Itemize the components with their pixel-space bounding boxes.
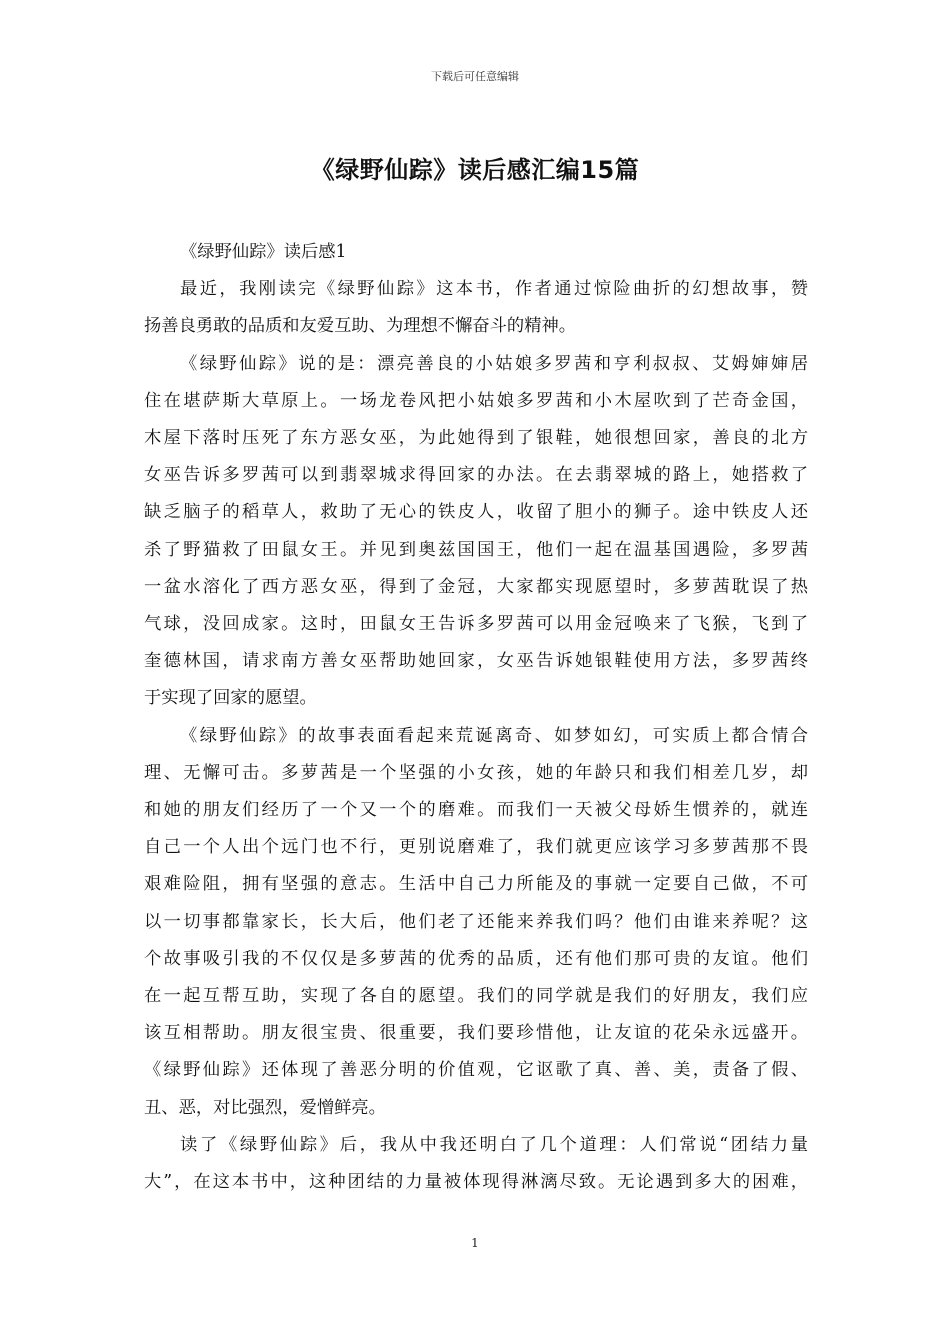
paragraph-line: 杀了野猫救了田鼠女王。并见到奥兹国国王，他们一起在温基国遇险，多罗茜 [144,539,808,560]
paragraph-line: 扬善良勇敢的品质和友爱互助、为理想不懈奋斗的精神。 [144,316,577,337]
paragraph-line: 丑、恶，对比强烈，爱憎鲜亮。 [144,1097,386,1118]
paragraph-line: 艰难险阻，拥有坚强的意志。生活中自己力所能及的事就一定要自己做，不可 [144,874,808,895]
paragraph-line: 《绿野仙踪》说的是：漂亮善良的小姑娘多罗茜和亨利叔叔、艾姆婶婶居 [180,353,808,374]
paragraph [144,346,808,718]
paragraph-line: 理、无懈可击。多萝茜是一个坚强的小女孩，她的年龄只和我们相差几岁，却 [144,762,808,783]
paragraph-line: 该互相帮助。朋友很宝贵、很重要，我们要珍惜他，让友谊的花朵永远盛开。 [144,1023,808,1044]
paragraph-line: 女巫告诉多罗茜可以到翡翠城求得回家的办法。在去翡翠城的路上，她搭救了 [144,465,808,486]
paragraph-line: 缺乏脑子的稻草人，救助了无心的铁皮人，收留了胆小的狮子。途中铁皮人还 [144,502,808,523]
paragraph-line: 气球，没回成家。这时，田鼠女王告诉多罗茜可以用金冠唤来了飞猴，飞到了 [144,614,808,635]
paragraph-line: 奎德林国，请求南方善女巫帮助她回家，女巫告诉她银鞋使用方法，多罗茜终 [144,651,808,672]
paragraph-line: 和她的朋友们经历了一个又一个的磨难。而我们一天被父母娇生惯养的，就连 [144,800,808,821]
paragraph-line: 以一切事都靠家长，长大后，他们老了还能来养我们吗？他们由谁来养呢？这 [144,911,808,932]
paragraph-line: 住在堪萨斯大草原上。一场龙卷风把小姑娘多罗茜和小木屋吹到了芒奇金国， [144,390,808,411]
paragraph [144,271,808,345]
paragraph-line: 《绿野仙踪》还体现了善恶分明的价值观，它讴歌了真、善、美，责备了假、 [144,1060,808,1081]
paragraph [144,1127,808,1201]
paragraph-line: 个故事吸引我的不仅仅是多萝茜的优秀的品质，还有他们那可贵的友谊。他们 [144,948,808,969]
paragraph-line: 木屋下落时压死了东方恶女巫，为此她得到了银鞋，她很想回家，善良的北方 [144,428,808,449]
paragraph-line: 大”，在这本书中，这种团结的力量被体现得淋漓尽致。无论遇到多大的困难， [144,1172,808,1193]
paragraph-list [144,271,808,1201]
document-body [144,234,808,1201]
paragraph-line: 《绿野仙踪》的故事表面看起来荒诞离奇、如梦如幻，可实质上都合情合 [180,725,808,746]
paragraph-line: 读了《绿野仙踪》后，我从中我还明白了几个道理：人们常说“团结力量 [180,1134,808,1155]
paragraph-line: 自己一个人出个远门也不行，更别说磨难了，我们就更应该学习多萝茜那不畏 [144,837,808,858]
section-title: 《绿野仙踪》读后感1 [180,242,347,262]
page-number: 1 [471,1236,479,1250]
paragraph-line: 于实现了回家的愿望。 [144,688,317,709]
paragraph-line: 一盆水溶化了西方恶女巫，得到了金冠，大家都实现愿望时，多萝茜耽误了热 [144,576,808,597]
paragraph [144,718,808,1127]
paragraph-line: 最近，我刚读完《绿野仙踪》这本书，作者通过惊险曲折的幻想故事，赞 [180,279,808,300]
page-header: 下载后可任意编辑 [431,70,519,83]
document-title: 《绿野仙踪》读后感汇编15篇 [310,156,640,184]
paragraph-line: 在一起互帮互助，实现了各自的愿望。我们的同学就是我们的好朋友，我们应 [144,986,808,1007]
